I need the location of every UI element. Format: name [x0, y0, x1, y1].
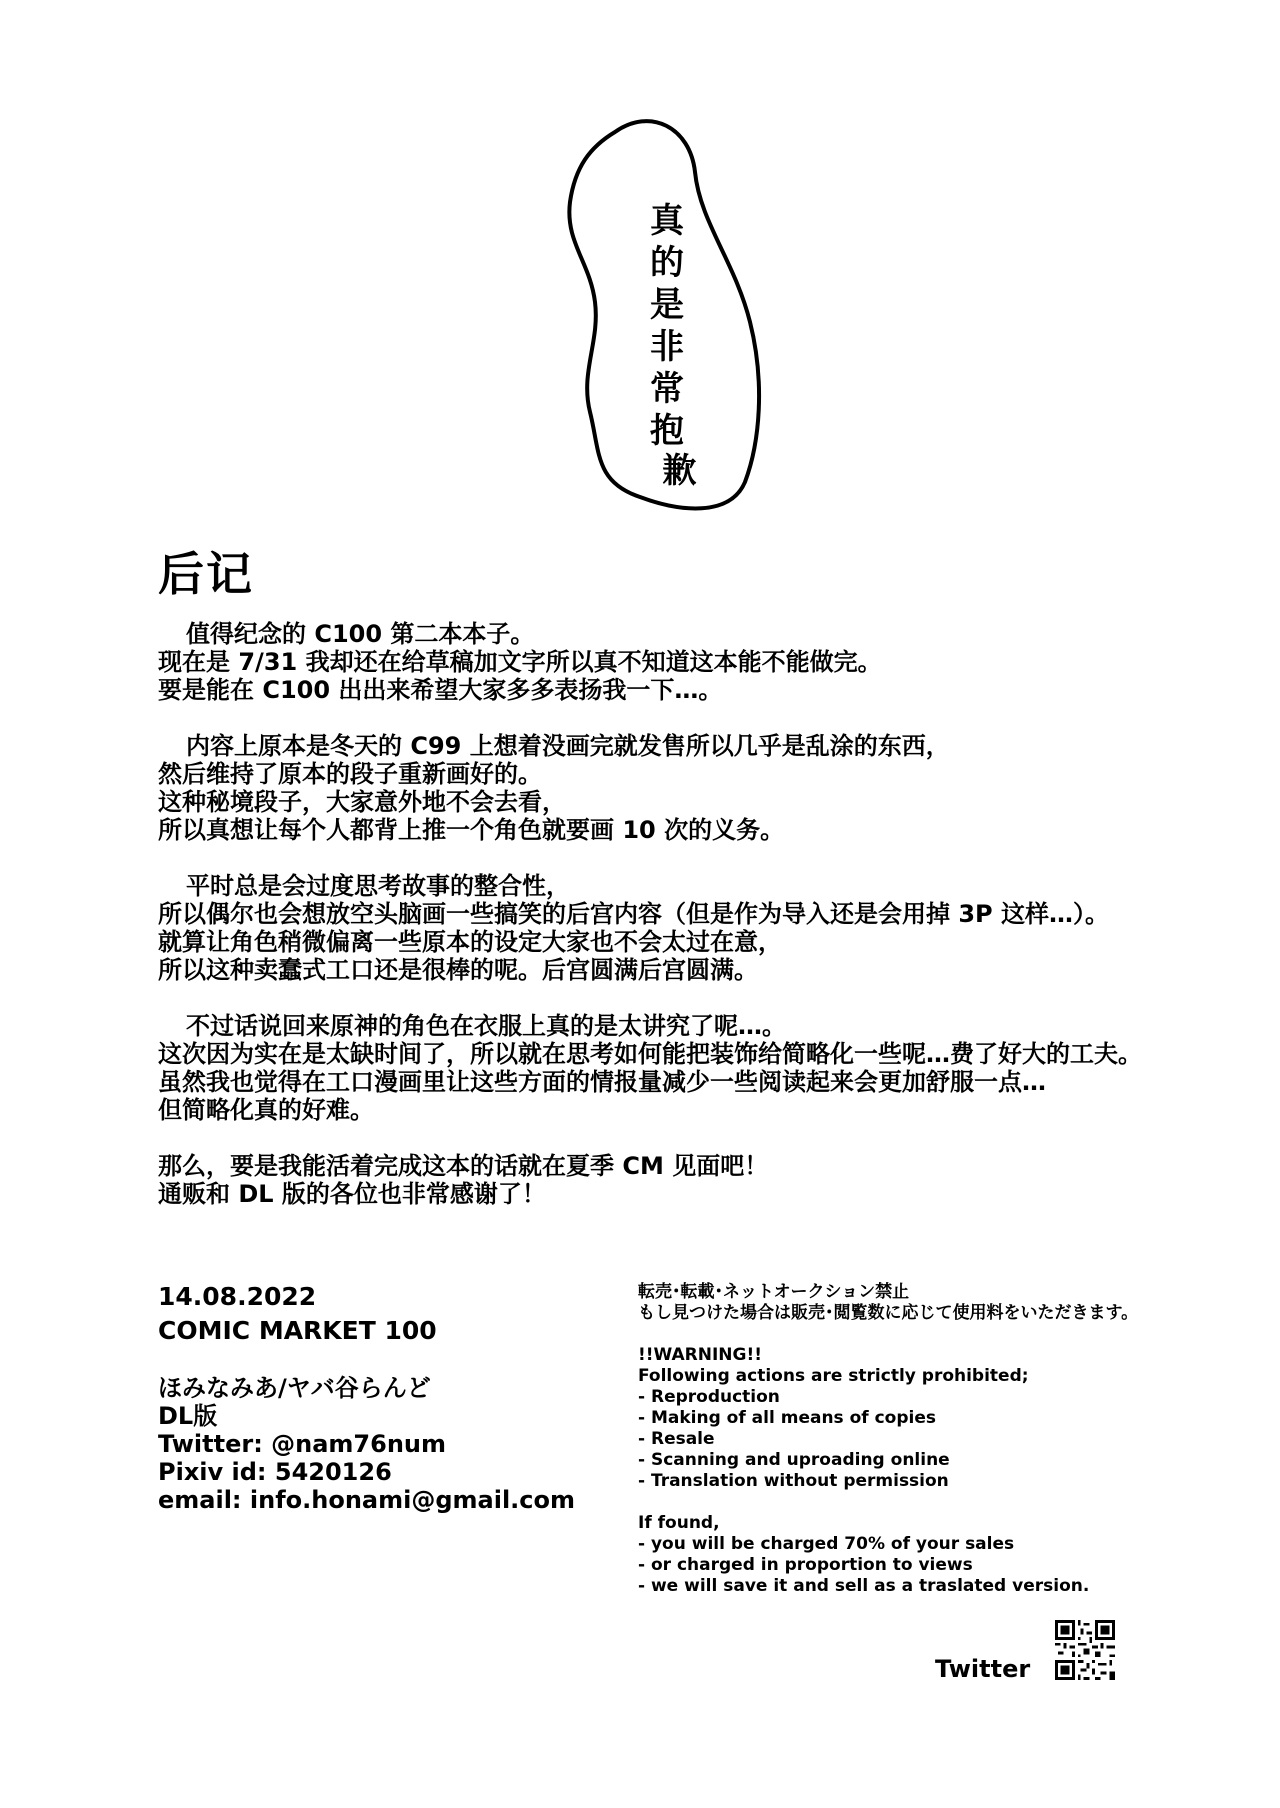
paragraph	[158, 872, 1238, 984]
warning-line: - Making of all means of copies	[638, 1408, 936, 1428]
bubble-char: 常	[650, 369, 684, 409]
afterword-body	[158, 620, 1238, 1236]
text-line: 所以这种卖蠢式工口还是很棒的呢。后宫圆满后宫圆满。	[158, 956, 758, 984]
bubble-text	[645, 200, 696, 486]
bubble-char: 非	[650, 327, 684, 367]
text-line: 通贩和 DL 版的各位也非常感谢了！	[158, 1180, 546, 1208]
paragraph	[158, 732, 1238, 844]
text-line: 虽然我也觉得在工口漫画里让这些方面的情报量减少一些阅读起来会更加舒服一点…	[158, 1068, 1046, 1096]
text-line: 所以偶尔也会想放空头脑画一些搞笑的后宫内容（但是作为导入还是会用掉 3P 这样…）。	[158, 900, 1109, 928]
text-line: 但简略化真的好难。	[158, 1096, 374, 1124]
text-line: 那么，要是我能活着完成这本的话就在夏季 CM 见面吧！	[158, 1152, 769, 1180]
text-line: 内容上原本是冬天的 C99 上想着没画完就发售所以几乎是乱涂的东西，	[186, 732, 950, 760]
text-line: 所以真想让每个人都背上推一个角色就要画 10 次的义务。	[158, 816, 785, 844]
notice-line: もし見つけた場合は販売･閲覧数に応じて使用料をいただきます。	[638, 1303, 1139, 1323]
if-found-line: - we will save it and sell as a traslated version.	[638, 1576, 1090, 1596]
warning-line: - Resale	[638, 1429, 715, 1449]
paragraph	[158, 1152, 1238, 1208]
notice-line: 転売･転載･ネットオークション禁止	[638, 1282, 910, 1302]
warning-line: !!WARNING!!	[638, 1345, 762, 1365]
publication-info	[158, 1280, 575, 1514]
if-found-line: - you will be charged 70% of your sales	[638, 1534, 1015, 1554]
text-line: 不过话说回来原神的角色在衣服上真的是太讲究了呢…。	[186, 1012, 786, 1040]
text-line: 这种秘境段子，大家意外地不会去看，	[158, 788, 566, 816]
circle-name: ほみなみあ/ヤバ谷らんど	[158, 1374, 431, 1402]
copyright-notice	[638, 1282, 1138, 1597]
event-name: COMIC MARKET 100	[158, 1316, 437, 1345]
if-found-line: - or charged in proportion to views	[638, 1555, 973, 1575]
text-line: 平时总是会过度思考故事的整合性，	[186, 872, 570, 900]
warning-line: - Scanning and uproading online	[638, 1450, 950, 1470]
afterword-title: 后记	[158, 547, 254, 601]
text-line: 就算让角色稍微偏离一些原本的设定大家也不会太过在意，	[158, 928, 782, 956]
text-line: 要是能在 C100 出出来希望大家多多表扬我一下…。	[158, 676, 723, 704]
warning-line: - Reproduction	[638, 1387, 780, 1407]
bubble-char: 真	[650, 201, 684, 241]
bubble-char: 的	[650, 243, 684, 283]
twitter-handle: Twitter: @nam76num	[158, 1430, 447, 1458]
text-line: 然后维持了原本的段子重新画好的。	[158, 760, 542, 788]
qr-code-icon[interactable]	[1055, 1620, 1115, 1680]
text-line: 这次因为实在是太缺时间了，所以就在思考如何能把装饰给简略化一些呢…费了好大的工夫。	[158, 1040, 1142, 1068]
edition: DL版	[158, 1402, 218, 1430]
pixiv-id: Pixiv id: 5420126	[158, 1458, 392, 1486]
text-line: 值得纪念的 C100 第二本本子。	[186, 620, 535, 648]
publication-date: 14.08.2022	[158, 1282, 317, 1311]
email: email: info.honami@gmail.com	[158, 1486, 576, 1514]
text-line: 现在是 7/31 我却还在给草稿加文字所以真不知道这本能不能做完。	[158, 648, 882, 676]
if-found-line: If found,	[638, 1513, 720, 1533]
bubble-char: 抱	[650, 411, 684, 451]
twitter-label: Twitter	[935, 1655, 1031, 1683]
warning-line: Following actions are strictly prohibited;	[638, 1366, 1029, 1386]
paragraph	[158, 620, 1238, 704]
paragraph	[158, 1012, 1238, 1124]
bubble-char: 歉	[656, 452, 696, 486]
bubble-char: 是	[650, 285, 684, 325]
warning-line: - Translation without permission	[638, 1471, 949, 1491]
